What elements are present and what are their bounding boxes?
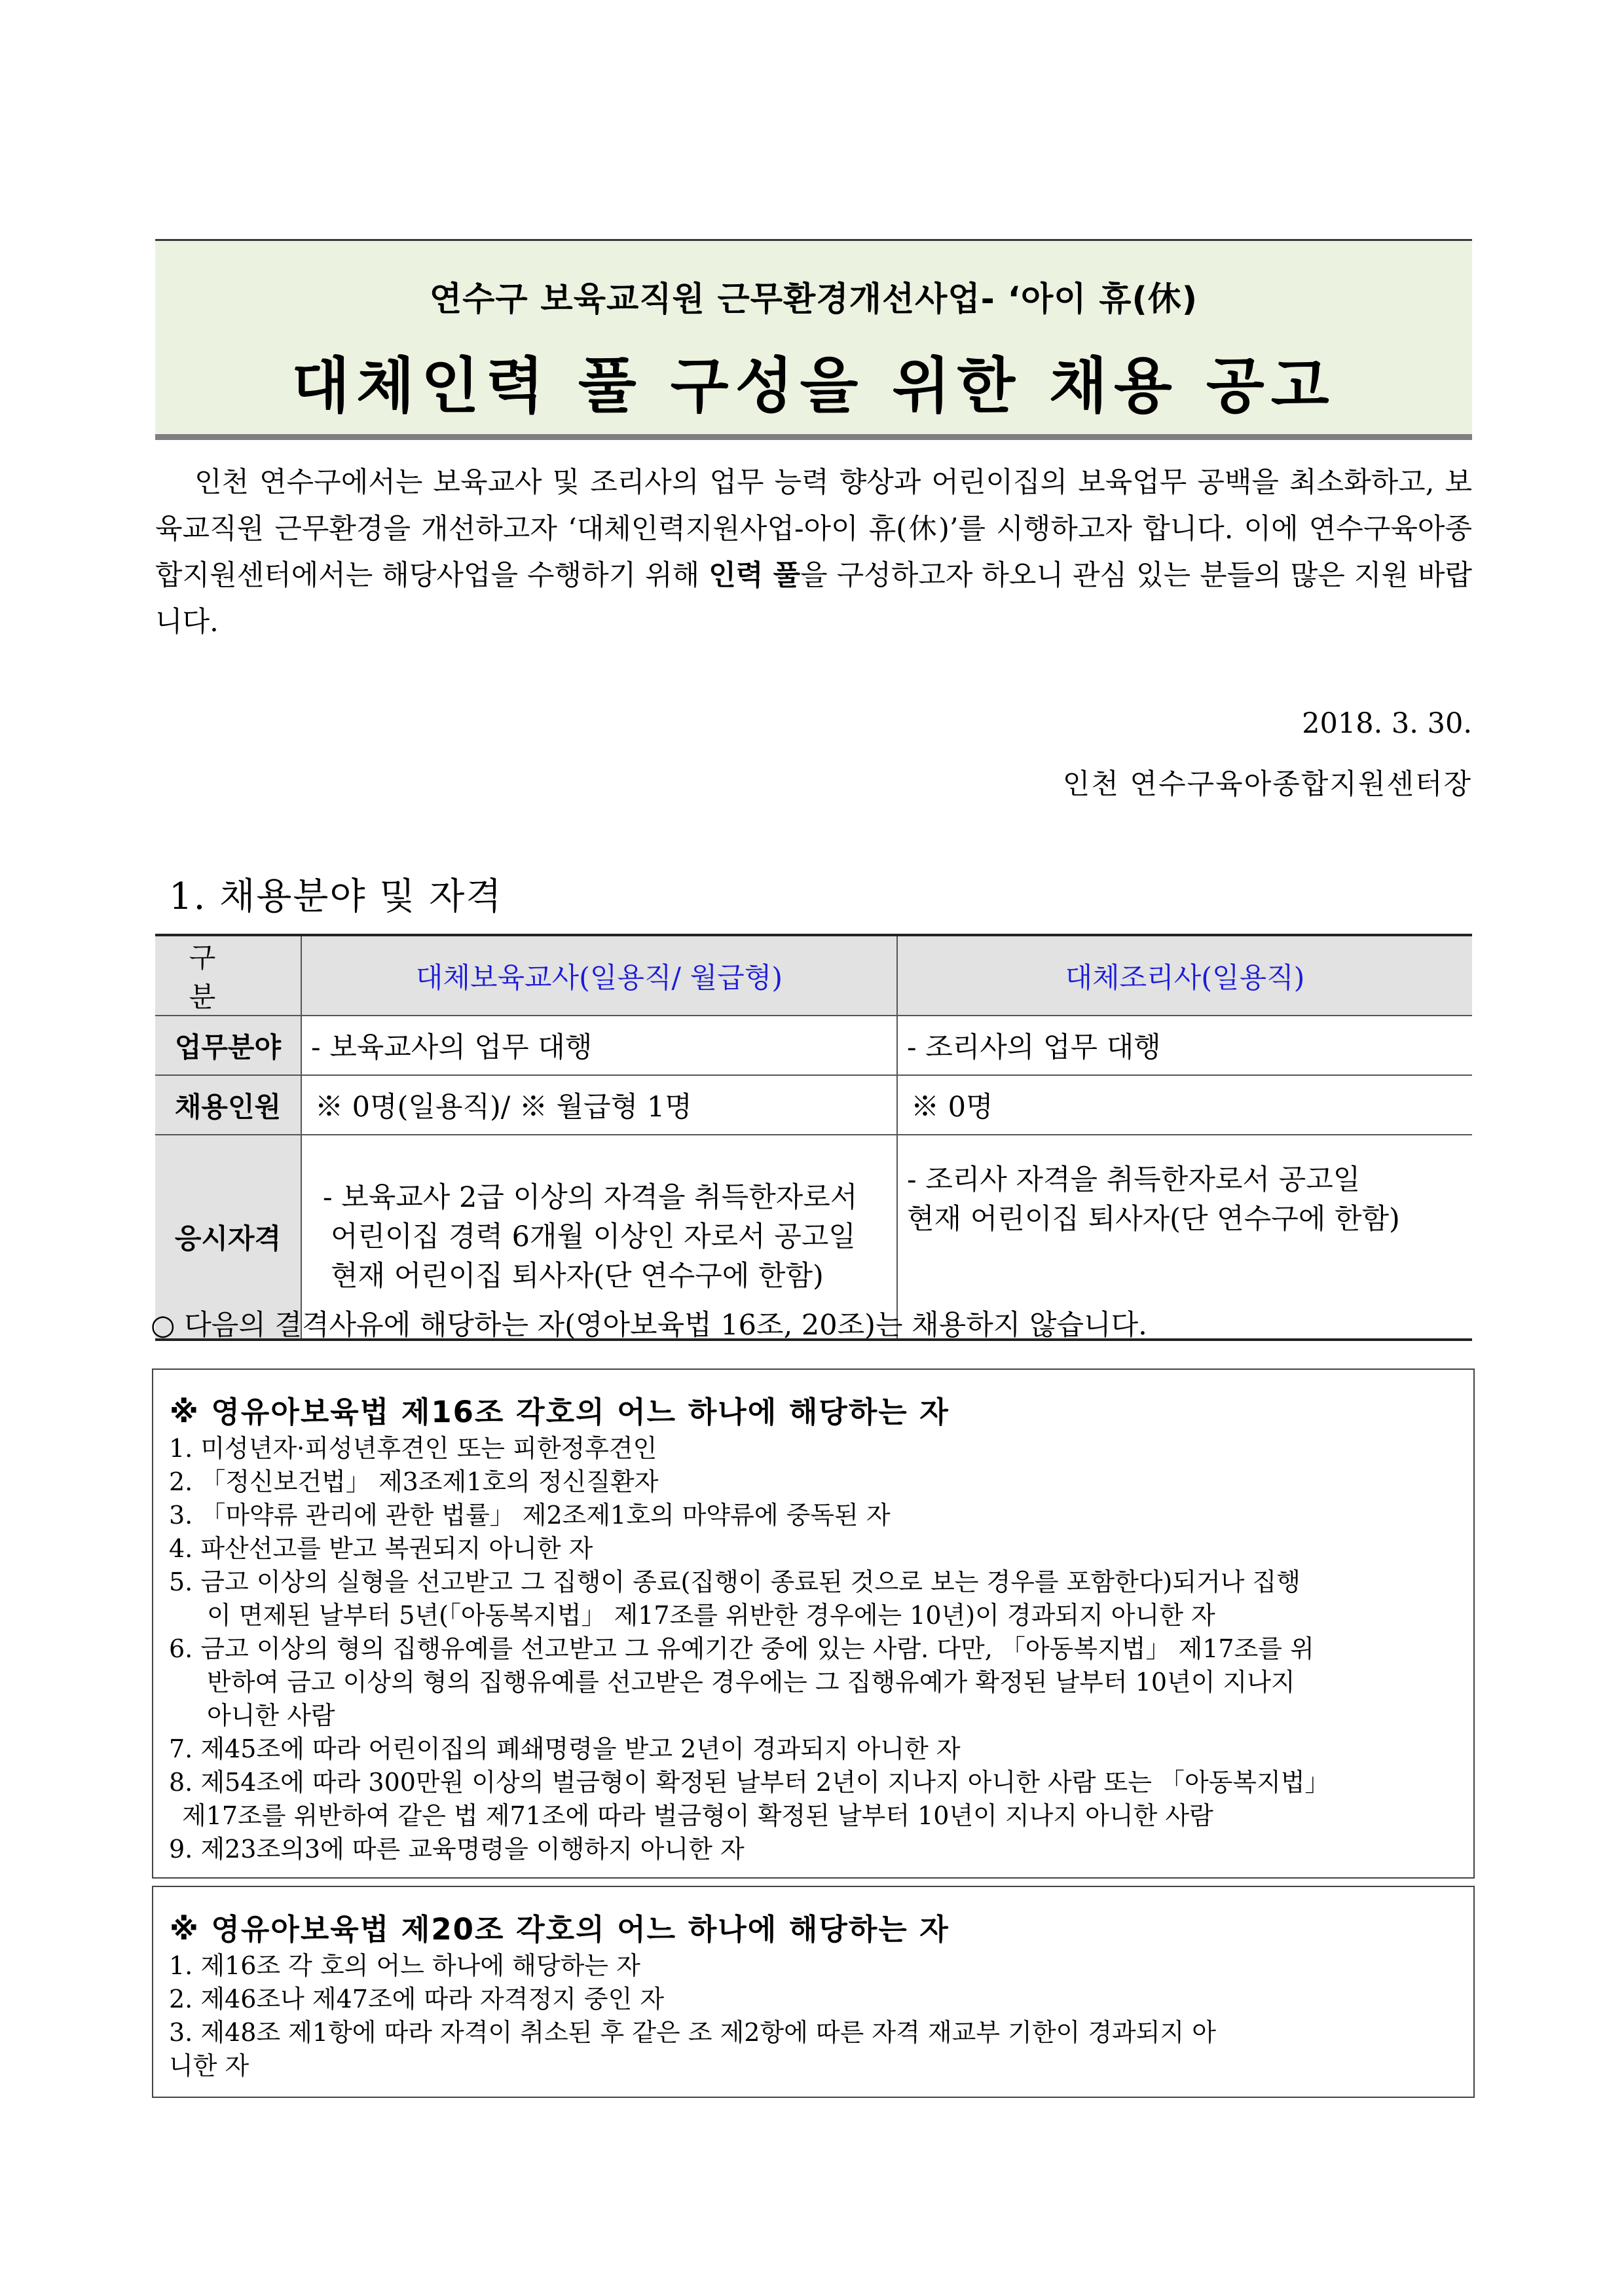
list-item: 4. 파산선고를 받고 복권되지 아니한 자	[169, 1534, 593, 1563]
header-cell: 대체조리사(일용직)	[897, 935, 1472, 1016]
cell-line: - 조리사 자격을 취득한자로서 공고일	[907, 1164, 1361, 1196]
disqualification-note: ○ 다음의 결격사유에 해당하는 자(영아보육법 16조, 20조)는 채용하지 않습니다.	[151, 1309, 1147, 1342]
section-heading: 1. 채용분야 및 자격	[169, 875, 503, 918]
list-item: 2. 「정신보건법」 제3조제1호의 정신질환자	[169, 1467, 659, 1496]
list-item: 니한 자	[169, 2051, 249, 2080]
list-item: 3. 「마약류 관리에 관한 법률」 제2조제1호의 마약류에 중독된 자	[169, 1501, 891, 1530]
list-item: 1. 미성년자·피성년후견인 또는 피한정후견인	[169, 1434, 657, 1463]
cell-line: 현재 어린이집 퇴사자(단 연수구에 한함)	[907, 1203, 1400, 1236]
table-cell: - 조리사의 업무 대행	[897, 1016, 1472, 1075]
list-item: 1. 제16조 각 호의 어느 하나에 해당하는 자	[169, 1951, 640, 1980]
list-item: 6. 금고 이상의 형의 집행유예를 선고받고 그 유예기간 중에 있는 사람. 다만, 「아동복지법」 제17조를 위	[169, 1634, 1314, 1663]
cell-line: 현재 어린이집 퇴사자(단 연수구에 한함)	[331, 1260, 824, 1293]
row-label: 채용인원	[155, 1075, 301, 1135]
intro-bold-text: 인력 풀	[709, 559, 801, 592]
page-title: 대체인력 풀 구성을 위한 채용 공고	[291, 351, 1336, 421]
table-cell: ※ 0명(일용직)/ ※ 월급형 1명	[301, 1075, 897, 1135]
list-item: 이 면제된 날부터 5년(「아동복지법」 제17조를 위반한 경우에는 10년)이 경과되지 아니한 자	[207, 1601, 1215, 1630]
table-row	[155, 1016, 1472, 1075]
cell-line: 어린이집 경력 6개월 이상인 자로서 공고일	[331, 1221, 856, 1253]
box-list	[169, 1949, 1454, 2083]
box-list	[169, 1432, 1454, 1866]
title-box	[155, 239, 1472, 440]
table-cell: - 보육교사의 업무 대행	[301, 1016, 897, 1075]
article20-box	[152, 1886, 1475, 2098]
table-cell: ※ 0명	[897, 1075, 1472, 1135]
list-item: 7. 제45조에 따라 어린이집의 폐쇄명령을 받고 2년이 경과되지 아니한 자	[169, 1735, 961, 1763]
list-item: 3. 제48조 제1항에 따라 자격이 취소된 후 같은 조 제2항에 따른 자격 재교부 기한이 경과되지 아	[169, 2018, 1216, 2047]
table-row	[155, 1075, 1472, 1135]
header-cell: 대체보육교사(일용직/ 월급형)	[301, 935, 897, 1016]
cell-line: - 보육교사 2급 이상의 자격을 취득한자로서	[323, 1181, 858, 1214]
intro-text-2: 을 구성하고자 하오니 관심 있는 분들의 많은 지원 바랍니다.	[155, 559, 1472, 638]
issuing-organization: 인천 연수구육아종합지원센터장	[1062, 768, 1472, 801]
row-label: 업무분야	[155, 1016, 301, 1075]
box-heading: ※ 영유아보육법 제20조 각호의 어느 하나에 해당하는 자	[170, 1912, 950, 1947]
announcement-date: 2018. 3. 30.	[1302, 707, 1472, 740]
list-item: 2. 제46조나 제47조에 따라 자격정지 중인 자	[169, 1985, 665, 2013]
list-item: 9. 제23조의3에 따른 교육명령을 이행하지 아니한 자	[169, 1835, 745, 1864]
header-cell: 구 분	[155, 935, 301, 1016]
intro-paragraph	[155, 460, 1472, 646]
list-item: 아니한 사람	[207, 1701, 335, 1730]
article16-box	[152, 1368, 1475, 1879]
row-label: 응시자격	[155, 1135, 301, 1340]
table-header-row	[155, 935, 1472, 1016]
box-heading: ※ 영유아보육법 제16조 각호의 어느 하나에 해당하는 자	[170, 1395, 950, 1429]
list-item: 8. 제54조에 따라 300만원 이상의 벌금형이 확정된 날부터 2년이 지나지 아니한 사람 또는 「아동복지법」	[169, 1768, 1330, 1797]
title-subheading: 연수구 보육교직원 근무환경개선사업- ‘아이 휴(休)	[429, 280, 1198, 319]
qualification-table	[155, 934, 1472, 1341]
list-item: 반하여 금고 이상의 형의 집행유예를 선고받은 경우에는 그 집행유예가 확정된 날부터 10년이 지나지	[207, 1668, 1295, 1697]
intro-text-1: 인천 연수구에서는 보육교사 및 조리사의 업무 능력 향상과 어린이집의 보육업무 공백을 최소화하고, 보육교직원 근무환경을 개선하고자 ‘대체인력지원사업-아이 휴(休)’를 시행하고자 합니다. 이에 연수구육아종합지원센터에서는 해당사업을 수행하기 위해	[155, 466, 1472, 592]
list-item: 5. 금고 이상의 실형을 선고받고 그 집행이 종료(집행이 종료된 것으로 보는 경우를 포함한다)되거나 집행	[169, 1568, 1301, 1596]
list-item: 제17조를 위반하여 같은 법 제71조에 따라 벌금형이 확정된 날부터 10년이 지나지 아니한 사람	[182, 1801, 1213, 1830]
